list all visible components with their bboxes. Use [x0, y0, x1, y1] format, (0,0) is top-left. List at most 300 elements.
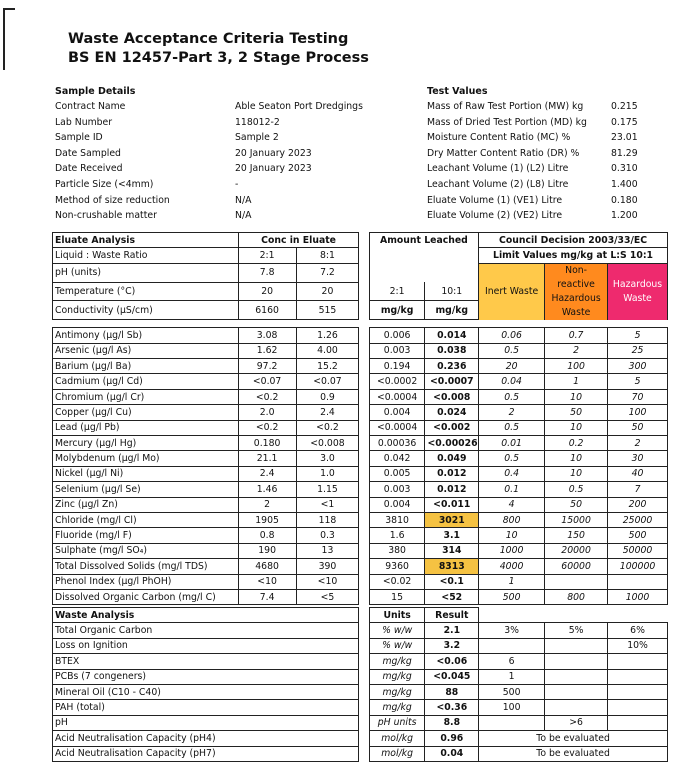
inert-limit: 800: [479, 512, 545, 527]
nonreactive-limit: [545, 638, 608, 653]
spacer: [359, 359, 369, 374]
blank: [369, 263, 478, 282]
hazardous-limit: [608, 715, 668, 730]
waste-row: [53, 623, 668, 638]
conc-8-1: <0.008: [296, 436, 359, 451]
leached-10-1: 0.012: [425, 482, 479, 497]
report-subtitle: BS EN 12457-Part 3, 2 Stage Process: [68, 50, 369, 66]
nonreactive-limit: 0.7: [545, 328, 608, 343]
eluate-row: [53, 543, 668, 558]
eluate-row: [53, 451, 668, 466]
waste-analysis-header: Waste Analysis: [53, 608, 359, 623]
spacer: [359, 451, 369, 466]
conc-8-1: 515: [296, 301, 359, 320]
conc-8-1: 8:1: [296, 248, 359, 263]
conc-2-1: 97.2: [238, 359, 296, 374]
test-value-value: 81.29: [611, 147, 638, 159]
corner-bracket: [3, 8, 15, 70]
spacer: [359, 623, 369, 638]
eluate-label: Lead (µg/l Pb): [53, 420, 239, 435]
blank: [479, 608, 668, 623]
test-value-value: 0.175: [611, 116, 638, 128]
spacer: [359, 374, 369, 389]
test-values-values: [611, 99, 638, 224]
conc-2-1: 0.180: [238, 436, 296, 451]
eluate-row: [53, 389, 668, 404]
nonreactive-limit: 20000: [545, 543, 608, 558]
test-value-value: 1.200: [611, 210, 638, 222]
hazardous-limit: 25: [608, 343, 668, 358]
test-value-value: 0.215: [611, 101, 638, 112]
waste-label: Loss on Ignition: [53, 638, 359, 653]
nonreactive-limit: 100: [545, 359, 608, 374]
sample-details-labels: [55, 99, 170, 224]
unit-mgkg: mg/kg: [425, 301, 479, 320]
council-decision-header: Council Decision 2003/33/EC: [479, 233, 668, 248]
nonreactive-limit: [545, 700, 608, 715]
nonreactive-limit: 2: [545, 343, 608, 358]
inert-limit: 500: [479, 589, 545, 604]
hazardous-limit: [608, 669, 668, 684]
test-value-label: Eluate Volume (2) (VE2) Litre: [427, 210, 563, 222]
eluate-label: Molybdenum (µg/l Mo): [53, 451, 239, 466]
spacer: [296, 320, 359, 328]
waste-row: [53, 746, 668, 761]
sample-detail-value: Able Seaton Port Dredgings: [235, 101, 363, 112]
inert-limit: 4: [479, 497, 545, 512]
spacer: [238, 320, 296, 328]
waste-unit: % w/w: [369, 623, 425, 638]
unit-mgkg: mg/kg: [369, 301, 425, 320]
test-value-label: Dry Matter Content Ratio (DR) %: [427, 147, 580, 159]
spacer: [359, 282, 369, 301]
conc-2-1: 3.08: [238, 328, 296, 343]
inert-limit: 3%: [479, 623, 545, 638]
sample-detail-label: Contract Name: [55, 101, 126, 112]
eluate-param-row: [53, 263, 668, 282]
hazardous-limit: 200: [608, 497, 668, 512]
leached-10-1: <0.1: [425, 574, 479, 589]
page-footer-cut: [60, 764, 660, 770]
leached-2-1: 380: [369, 543, 425, 558]
spacer: [359, 543, 369, 558]
waste-label: Mineral Oil (C10 - C40): [53, 684, 359, 699]
inert-limit: 10: [479, 528, 545, 543]
leached-2-1: 0.00036: [369, 436, 425, 451]
waste-label: Acid Neutralisation Capacity (pH7): [53, 746, 359, 761]
test-value-label: Eluate Volume (1) (VE1) Litre: [427, 194, 563, 206]
hazardous-limit: 2: [608, 436, 668, 451]
evaluation-note: To be evaluated: [479, 731, 668, 746]
conc-8-1: 390: [296, 559, 359, 574]
eluate-row: [53, 574, 668, 589]
leached-2-1: 0.004: [369, 405, 425, 420]
hazardous-limit: 70: [608, 389, 668, 404]
hazardous-limit: 50000: [608, 543, 668, 558]
waste-analysis-table: [52, 607, 668, 762]
leached-2-1: 0.042: [369, 451, 425, 466]
conc-2-1: 4680: [238, 559, 296, 574]
inert-limit: 0.5: [479, 451, 545, 466]
spacer: [359, 700, 369, 715]
hazardous-limit: 40: [608, 466, 668, 481]
waste-label: pH: [53, 715, 359, 730]
nonreactive-limit: 0.2: [545, 436, 608, 451]
spacer: [359, 608, 369, 623]
eluate-label: Mercury (µg/l Hg): [53, 436, 239, 451]
hazardous-limit: 5: [608, 374, 668, 389]
conc-2-1: 2.0: [238, 405, 296, 420]
eluate-row: [53, 482, 668, 497]
leached-10-1: <0.008: [425, 389, 479, 404]
conc-8-1: 0.9: [296, 389, 359, 404]
inert-limit: 1: [479, 669, 545, 684]
nonreactive-limit: 1: [545, 374, 608, 389]
sample-detail-label: Lab Number: [55, 116, 113, 128]
leached-10-1: 8313: [425, 559, 479, 574]
leached-10-1: 0.038: [425, 343, 479, 358]
leached-2-1: <0.0002: [369, 374, 425, 389]
inert-limit: 0.06: [479, 328, 545, 343]
eluate-label: Antimony (µg/l Sb): [53, 328, 239, 343]
leached-10-1: <52: [425, 589, 479, 604]
eluate-row: [53, 420, 668, 435]
eluate-label: Arsenic (µg/l As): [53, 343, 239, 358]
nonreactive-limit: [545, 574, 608, 589]
leached-2-1: 1.6: [369, 528, 425, 543]
sample-detail-value: 118012-2: [235, 116, 280, 128]
leached-2-1: 0.003: [369, 343, 425, 358]
eluate-row: [53, 589, 668, 604]
amount-leached-header: Amount Leached: [369, 233, 478, 248]
hazardous-limit: 30: [608, 451, 668, 466]
conc-8-1: 118: [296, 512, 359, 527]
conc-8-1: 20: [296, 282, 359, 301]
conc-2-1: 2:1: [238, 248, 296, 263]
spacer: [425, 320, 479, 328]
waste-unit: mg/kg: [369, 684, 425, 699]
conc-2-1: 1905: [238, 512, 296, 527]
conc-2-1: 2: [238, 497, 296, 512]
conc-8-1: <5: [296, 589, 359, 604]
spacer: [359, 715, 369, 730]
eluate-row: [53, 466, 668, 481]
spacer: [359, 559, 369, 574]
inert-limit: 0.5: [479, 420, 545, 435]
eluate-row: [53, 497, 668, 512]
waste-row: [53, 731, 668, 746]
nonreactive-limit: 10: [545, 389, 608, 404]
units-header: Units: [369, 608, 425, 623]
leached-10-1: 314: [425, 543, 479, 558]
nonreactive-limit: >6: [545, 715, 608, 730]
inert-limit: 1: [479, 574, 545, 589]
eluate-label: Chloride (mg/l Cl): [53, 512, 239, 527]
spacer: [479, 320, 545, 328]
conc-2-1: 20: [238, 282, 296, 301]
spacer: [359, 574, 369, 589]
leached-10-1: 3.1: [425, 528, 479, 543]
inert-limit: 20: [479, 359, 545, 374]
test-value-value: 0.180: [611, 194, 638, 206]
hazardous-limit: 25000: [608, 512, 668, 527]
conc-2-1: <0.07: [238, 374, 296, 389]
test-values-heading: Test Values: [427, 86, 488, 97]
eluate-label: Sulphate (mg/l SO₄): [53, 543, 239, 558]
inert-limit: 500: [479, 684, 545, 699]
spacer: [359, 589, 369, 604]
waste-result: <0.045: [425, 669, 479, 684]
waste-result: 88: [425, 684, 479, 699]
waste-label: Acid Neutralisation Capacity (pH4): [53, 731, 359, 746]
waste-label: Total Organic Carbon: [53, 623, 359, 638]
spacer: [359, 482, 369, 497]
hazardous-limit: [608, 684, 668, 699]
inert-limit: [479, 715, 545, 730]
blank: [369, 248, 478, 263]
eluate-row: [53, 512, 668, 527]
waste-row: [53, 654, 668, 669]
hazardous-limit: 10%: [608, 638, 668, 653]
sample-detail-label: Method of size reduction: [55, 194, 170, 206]
eluate-row: [53, 559, 668, 574]
param-label: Temperature (°C): [53, 282, 239, 301]
eluate-label: Phenol Index (µg/l PhOH): [53, 574, 239, 589]
leached-10-1: <0.011: [425, 497, 479, 512]
nonreactive-limit: [545, 654, 608, 669]
waste-unit: pH units: [369, 715, 425, 730]
eluate-header-row: [53, 233, 668, 248]
nonreactive-limit: 60000: [545, 559, 608, 574]
nonreactive-limit: [545, 669, 608, 684]
waste-result: 3.2: [425, 638, 479, 653]
hazardous-limit: [608, 700, 668, 715]
sample-details-heading: Sample Details: [55, 86, 136, 97]
spacer: [359, 669, 369, 684]
hazardous-header: Hazardous Waste: [608, 263, 668, 320]
leached-10-1: 0.012: [425, 466, 479, 481]
waste-result: 0.04: [425, 746, 479, 761]
spacer: [359, 746, 369, 761]
hazardous-limit: 300: [608, 359, 668, 374]
inert-limit: [479, 638, 545, 653]
nonreactive-limit: 800: [545, 589, 608, 604]
leached-2-1: 0.194: [369, 359, 425, 374]
hazardous-limit: 7: [608, 482, 668, 497]
nonreactive-limit: [545, 684, 608, 699]
inert-limit: 0.4: [479, 466, 545, 481]
waste-result: 0.96: [425, 731, 479, 746]
conc-8-1: <0.07: [296, 374, 359, 389]
nonreactive-limit: 50: [545, 497, 608, 512]
eluate-row: [53, 343, 668, 358]
inert-limit: 100: [479, 700, 545, 715]
conc-8-1: 4.00: [296, 343, 359, 358]
waste-row: [53, 700, 668, 715]
conc-2-1: 6160: [238, 301, 296, 320]
hazardous-limit: 50: [608, 420, 668, 435]
conc-8-1: 1.26: [296, 328, 359, 343]
nonreactive-limit: 0.5: [545, 482, 608, 497]
leached-2-1: 15: [369, 589, 425, 604]
leached-2-1: 0.003: [369, 482, 425, 497]
waste-unit: mg/kg: [369, 669, 425, 684]
sample-detail-value: -: [235, 178, 239, 190]
leached-2-1: 0.005: [369, 466, 425, 481]
eluate-label: Barium (µg/l Ba): [53, 359, 239, 374]
eluate-row: [53, 528, 668, 543]
sample-detail-label: Particle Size (<4mm): [55, 178, 154, 190]
test-value-value: 23.01: [611, 132, 638, 144]
spacer: [359, 405, 369, 420]
inert-waste-header: Inert Waste: [479, 263, 545, 320]
spacer: [359, 654, 369, 669]
waste-result: <0.06: [425, 654, 479, 669]
inert-limit: 1000: [479, 543, 545, 558]
waste-row: [53, 715, 668, 730]
nonreactive-limit: 15000: [545, 512, 608, 527]
conc-2-1: 7.4: [238, 589, 296, 604]
hazardous-limit: 100000: [608, 559, 668, 574]
eluate-row: [53, 374, 668, 389]
sample-detail-value: N/A: [235, 210, 252, 222]
eluate-label: Nickel (µg/l Ni): [53, 466, 239, 481]
hazardous-limit: 5: [608, 328, 668, 343]
waste-label: PAH (total): [53, 700, 359, 715]
leached-2-1: 3810: [369, 512, 425, 527]
leached-10-1: 0.236: [425, 359, 479, 374]
inert-limit: 0.5: [479, 389, 545, 404]
spacer: [359, 328, 369, 343]
conc-2-1: 21.1: [238, 451, 296, 466]
conc-2-1: 7.8: [238, 263, 296, 282]
waste-result: <0.36: [425, 700, 479, 715]
spacer: [359, 497, 369, 512]
conc-2-1: <0.2: [238, 389, 296, 404]
conc-2-1: <0.2: [238, 420, 296, 435]
waste-unit: mol/kg: [369, 731, 425, 746]
leached-10-1: <0.00026: [425, 436, 479, 451]
test-value-value: 0.310: [611, 163, 638, 175]
leached-2-1: 0.006: [369, 328, 425, 343]
leached-2-1: <0.02: [369, 574, 425, 589]
conc-8-1: <1: [296, 497, 359, 512]
leached-10-1: 0.049: [425, 451, 479, 466]
spacer: [53, 320, 239, 328]
inert-limit: 0.1: [479, 482, 545, 497]
waste-row: [53, 638, 668, 653]
spacer: [359, 512, 369, 527]
param-label: pH (units): [53, 263, 239, 282]
waste-row: [53, 669, 668, 684]
nonreactive-limit: 50: [545, 405, 608, 420]
waste-label: BTEX: [53, 654, 359, 669]
spacer: [359, 684, 369, 699]
sample-detail-value: Sample 2: [235, 132, 279, 144]
sample-detail-label: Sample ID: [55, 132, 103, 144]
spacer: [359, 263, 369, 282]
eluate-analysis-table: [52, 232, 668, 605]
inert-limit: 0.5: [479, 343, 545, 358]
eluate-label: Chromium (µg/l Cr): [53, 389, 239, 404]
conc-8-1: 2.4: [296, 405, 359, 420]
conc-8-1: 13: [296, 543, 359, 558]
conc-8-1: 1.0: [296, 466, 359, 481]
waste-row: [53, 684, 668, 699]
leached-10-1: 3021: [425, 512, 479, 527]
conc-8-1: 0.3: [296, 528, 359, 543]
waste-result: 2.1: [425, 623, 479, 638]
eluate-analysis-header: Eluate Analysis: [53, 233, 239, 248]
test-value-label: Mass of Dried Test Portion (MD) kg: [427, 116, 587, 128]
spacer: [359, 638, 369, 653]
nonreactive-limit: 10: [545, 466, 608, 481]
sample-detail-label: Non-crushable matter: [55, 210, 157, 222]
hazardous-limit: 1000: [608, 589, 668, 604]
spacer: [359, 320, 369, 328]
spacer: [359, 731, 369, 746]
gap-row: [53, 320, 668, 328]
waste-unit: % w/w: [369, 638, 425, 653]
conc-2-1: 2.4: [238, 466, 296, 481]
eluate-label: Selenium (µg/l Se): [53, 482, 239, 497]
sample-detail-value: 20 January 2023: [235, 147, 312, 159]
waste-label: PCBs (7 congeners): [53, 669, 359, 684]
spacer: [359, 389, 369, 404]
hazardous-limit: 500: [608, 528, 668, 543]
eluate-label: Dissolved Organic Carbon (mg/l C): [53, 589, 239, 604]
eluate-label: Copper (µg/l Cu): [53, 405, 239, 420]
nonreactive-limit: 5%: [545, 623, 608, 638]
conc-2-1: 0.8: [238, 528, 296, 543]
conc-8-1: <10: [296, 574, 359, 589]
leached-2-1: <0.0004: [369, 389, 425, 404]
inert-limit: 2: [479, 405, 545, 420]
eluate-label: Fluoride (mg/l F): [53, 528, 239, 543]
sample-detail-label: Date Received: [55, 163, 123, 175]
nonreactive-limit: 10: [545, 451, 608, 466]
sample-detail-value: 20 January 2023: [235, 163, 312, 175]
conc-8-1: 15.2: [296, 359, 359, 374]
evaluation-note: To be evaluated: [479, 746, 668, 761]
inert-limit: 6: [479, 654, 545, 669]
hazardous-limit: [608, 574, 668, 589]
report-title: Waste Acceptance Criteria Testing: [68, 31, 349, 47]
spacer: [545, 320, 608, 328]
leached-2-1: 0.004: [369, 497, 425, 512]
spacer: [608, 320, 668, 328]
sample-detail-label: Date Sampled: [55, 147, 121, 159]
test-value-value: 1.400: [611, 178, 638, 190]
leached-10-1: 0.024: [425, 405, 479, 420]
spacer: [359, 301, 369, 320]
sample-detail-value: N/A: [235, 194, 252, 206]
eluate-row: [53, 405, 668, 420]
param-label: Conductivity (µS/cm): [53, 301, 239, 320]
eluate-label: Total Dissolved Solids (mg/l TDS): [53, 559, 239, 574]
spacer: [359, 528, 369, 543]
ratio-2-1: 2:1: [369, 282, 425, 301]
spacer: [369, 320, 425, 328]
conc-2-1: 1.62: [238, 343, 296, 358]
spacer: [359, 420, 369, 435]
leached-10-1: <0.002: [425, 420, 479, 435]
eluate-label: Zinc (µg/l Zn): [53, 497, 239, 512]
spacer: [359, 466, 369, 481]
eluate-row: [53, 328, 668, 343]
conc-2-1: 1.46: [238, 482, 296, 497]
leached-2-1: 9360: [369, 559, 425, 574]
